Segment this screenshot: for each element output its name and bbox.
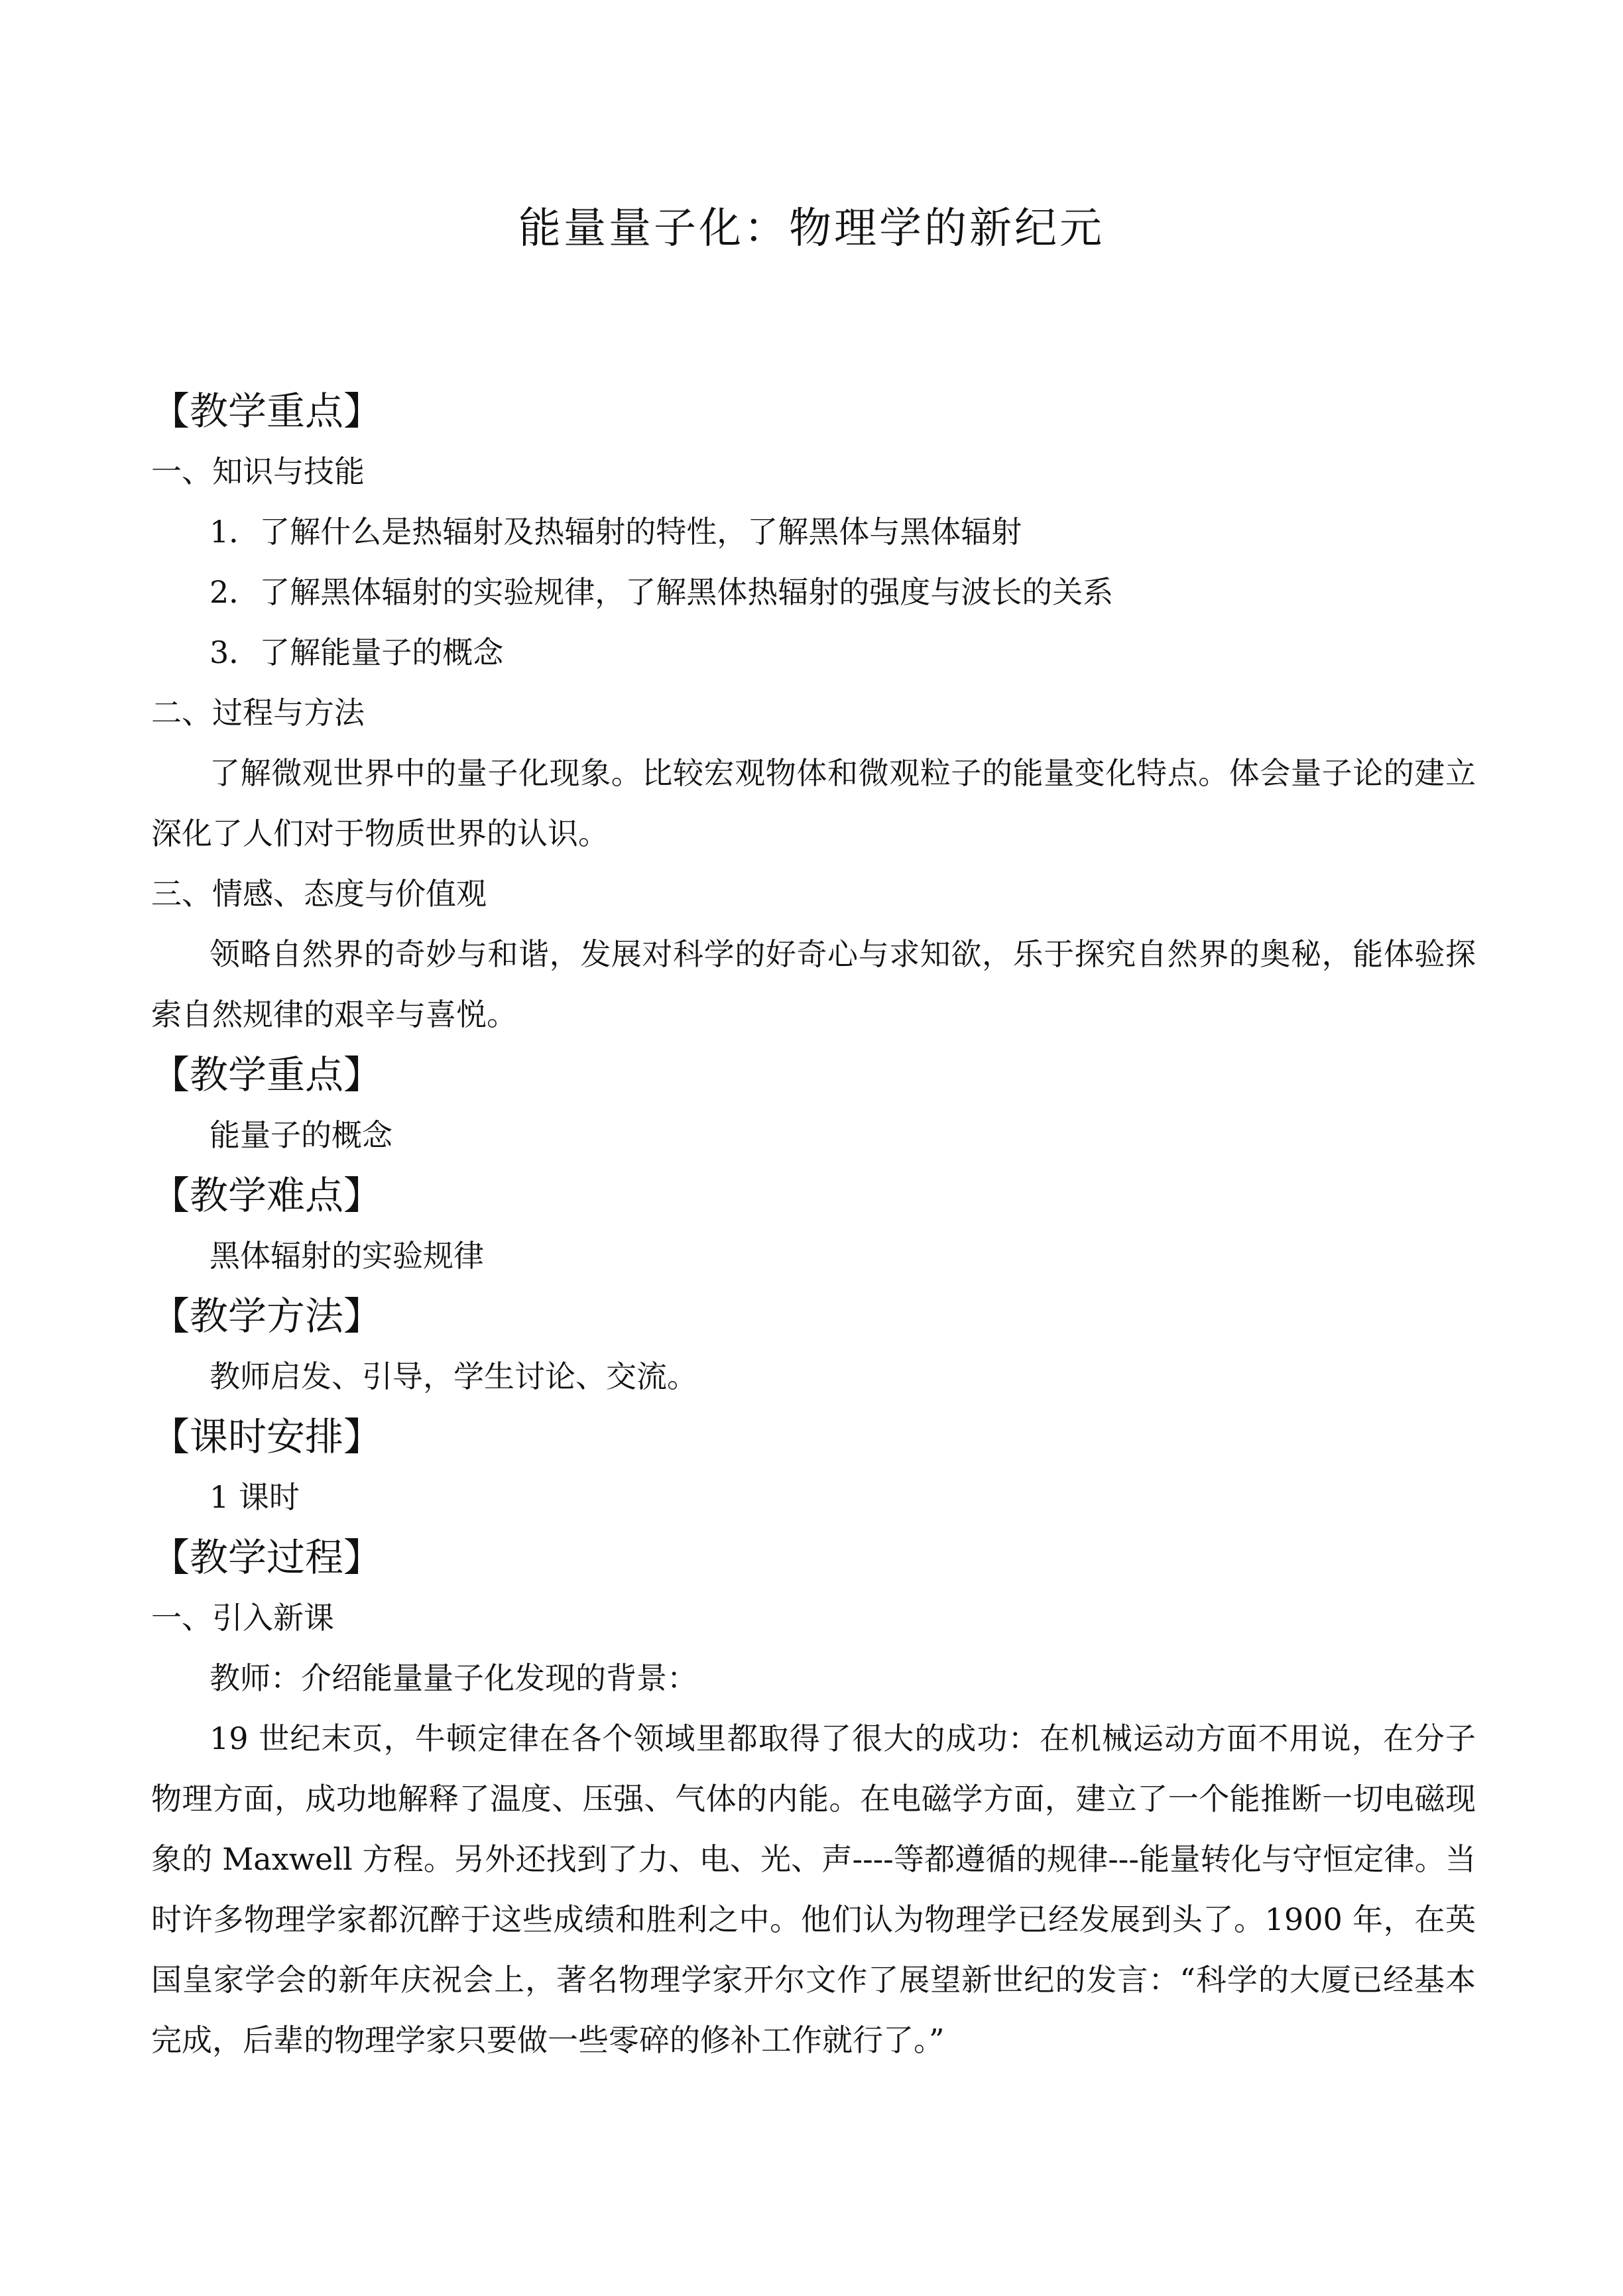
document-body (151, 381, 1476, 2071)
section-heading-key-point: 【教学重点】 (151, 1052, 383, 1097)
emotion-paragraph: 领略自然界的奇妙与和谐，发展对科学的好奇心与求知欲，乐于探究自然界的奥秘，能体验探索自然规律的艰辛与喜悦。 (151, 936, 1476, 1032)
method-text: 教师启发、引导，学生讨论、交流。 (210, 1359, 697, 1394)
subsection-heading-knowledge: 一、知识与技能 (151, 453, 365, 489)
section-heading-procedure: 【教学过程】 (151, 1535, 383, 1580)
section-heading-goals: 【教学重点】 (151, 389, 383, 434)
subsection-heading-intro: 一、引入新课 (151, 1600, 334, 1636)
subsection-heading-emotion: 三、情感、态度与价值观 (151, 876, 487, 912)
subsection-heading-process: 二、过程与方法 (151, 695, 365, 731)
knowledge-item-3: 3．了解能量子的概念 (210, 634, 504, 670)
section-heading-difficulty: 【教学难点】 (151, 1173, 383, 1218)
schedule-text: 1 课时 (210, 1479, 300, 1515)
section-heading-schedule: 【课时安排】 (151, 1414, 383, 1459)
process-paragraph: 了解微观世界中的量子化现象。比较宏观物体和微观粒子的能量变化特点。体会量子论的建立深化了人们对于物质世界的认识。 (151, 755, 1476, 851)
section-heading-method: 【教学方法】 (151, 1294, 383, 1339)
knowledge-item-2: 2．了解黑体辐射的实验规律，了解黑体热辐射的强度与波长的关系 (210, 574, 1114, 610)
difficulty-text: 黑体辐射的实验规律 (210, 1238, 484, 1274)
intro-paragraph: 19 世纪末页，牛顿定律在各个领域里都取得了很大的成功：在机械运动方面不用说，在分子物理方面，成功地解释了温度、压强、气体的内能。在电磁学方面，建立了一个能推断一切电磁现象的 Maxwell 方程。另外还找到了力、电、光、声----等都遵循的规律---能量转化与守恒定律。当时许多物理学家都沉醉于这些成绩和胜利之中。他们认为物理学已经发展到头了。1900 年，在英国皇家学会的新年庆祝会上，著名物理学家开尔文作了展望新世纪的发言：“科学的大厦已经基本完成，后辈的物理学家只要做一些零碎的修补工作就行了。” (151, 1721, 1476, 2058)
document-title: 能量量子化：物理学的新纪元 (518, 204, 1105, 253)
key-point-text: 能量子的概念 (210, 1117, 392, 1153)
knowledge-item-1: 1．了解什么是热辐射及热辐射的特性，了解黑体与黑体辐射 (210, 514, 1022, 550)
teacher-line: 教师：介绍能量量子化发现的背景： (210, 1660, 697, 1696)
